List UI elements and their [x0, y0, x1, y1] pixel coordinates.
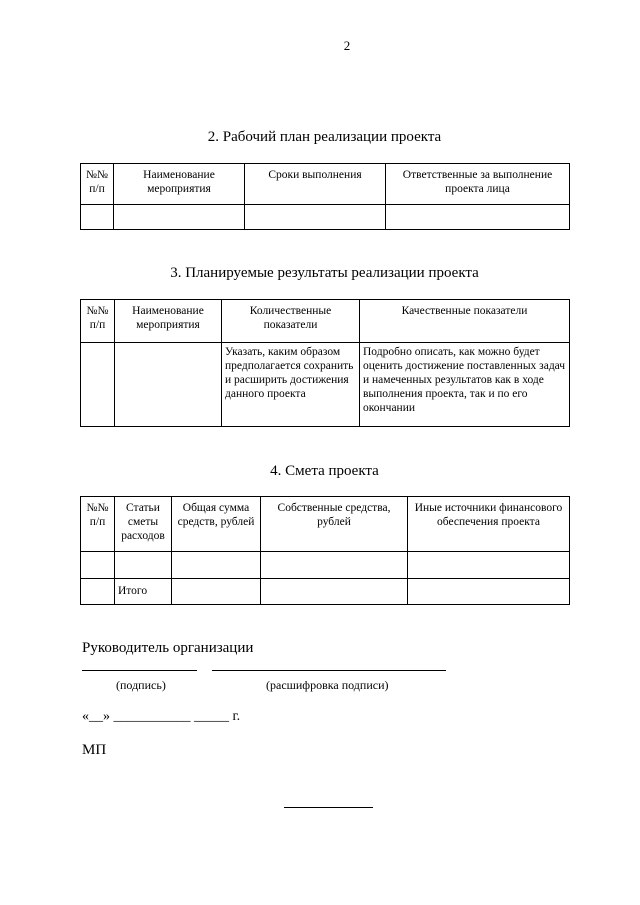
table-cell	[115, 552, 172, 579]
table-cell	[261, 552, 408, 579]
quantitative-instructions: Указать, каким образом предполагается сохранить и расширить достижения данного проекта	[222, 343, 360, 427]
table-cell	[81, 552, 115, 579]
header-event-name: Наименование мероприятия	[115, 300, 222, 343]
table-row	[81, 552, 570, 579]
qualitative-instructions: Подробно описать, как можно будет оценить достижение поставленных задач и намеченных результатов как в ходе выполнения проекта, так и по его окончании	[360, 343, 570, 427]
decode-line	[212, 670, 446, 671]
header-other-sources: Иные источники финансового обеспечения проекта	[408, 497, 570, 552]
table-row	[81, 343, 570, 427]
results-table	[80, 299, 570, 427]
signature-title: Руководитель организации	[82, 640, 254, 656]
table-cell	[114, 205, 245, 230]
budget-table	[80, 496, 570, 605]
signature-line	[82, 670, 197, 671]
table-cell	[261, 579, 408, 605]
table-cell	[408, 579, 570, 605]
table-row-total	[81, 579, 570, 605]
table-cell	[172, 579, 261, 605]
table-cell	[408, 552, 570, 579]
header-qualitative: Качественные показатели	[360, 300, 570, 343]
decode-caption: (расшифровка подписи)	[266, 678, 389, 692]
table-row	[81, 205, 570, 230]
table-cell	[81, 205, 114, 230]
date-line: «__» ___________ _____ г.	[82, 709, 241, 724]
header-number: №№ п/п	[81, 300, 115, 343]
header-quantitative: Количественные показатели	[222, 300, 360, 343]
table-header-row	[81, 497, 570, 552]
seal-label: МП	[82, 742, 107, 758]
header-total-sum: Общая сумма средств, рублей	[172, 497, 261, 552]
header-number: №№ п/п	[81, 497, 115, 552]
header-expense-items: Статьи сметы расходов	[115, 497, 172, 552]
header-responsible: Ответственные за выполнение проекта лица	[386, 164, 570, 205]
section-2-title: 2. Рабочий план реализации проекта	[207, 129, 442, 145]
signature-caption: (подпись)	[116, 678, 166, 692]
table-header-row	[81, 164, 570, 205]
table-cell	[172, 552, 261, 579]
section-3-title: 3. Планируемые результаты реализации проекта	[170, 265, 479, 281]
table-header-row	[81, 300, 570, 343]
work-plan-table	[80, 163, 570, 230]
header-own-funds: Собственные средства, рублей	[261, 497, 408, 552]
section-4-title: 4. Смета проекта	[270, 463, 379, 479]
footer-line	[284, 807, 373, 808]
table-cell	[81, 579, 115, 605]
table-cell	[386, 205, 570, 230]
page-number: 2	[343, 38, 351, 53]
total-label: Итого	[115, 579, 172, 605]
table-cell	[245, 205, 386, 230]
table-cell	[81, 343, 115, 427]
header-event-name: Наименование мероприятия	[114, 164, 245, 205]
header-deadlines: Сроки выполнения	[245, 164, 386, 205]
table-cell	[115, 343, 222, 427]
header-number: №№ п/п	[81, 164, 114, 205]
